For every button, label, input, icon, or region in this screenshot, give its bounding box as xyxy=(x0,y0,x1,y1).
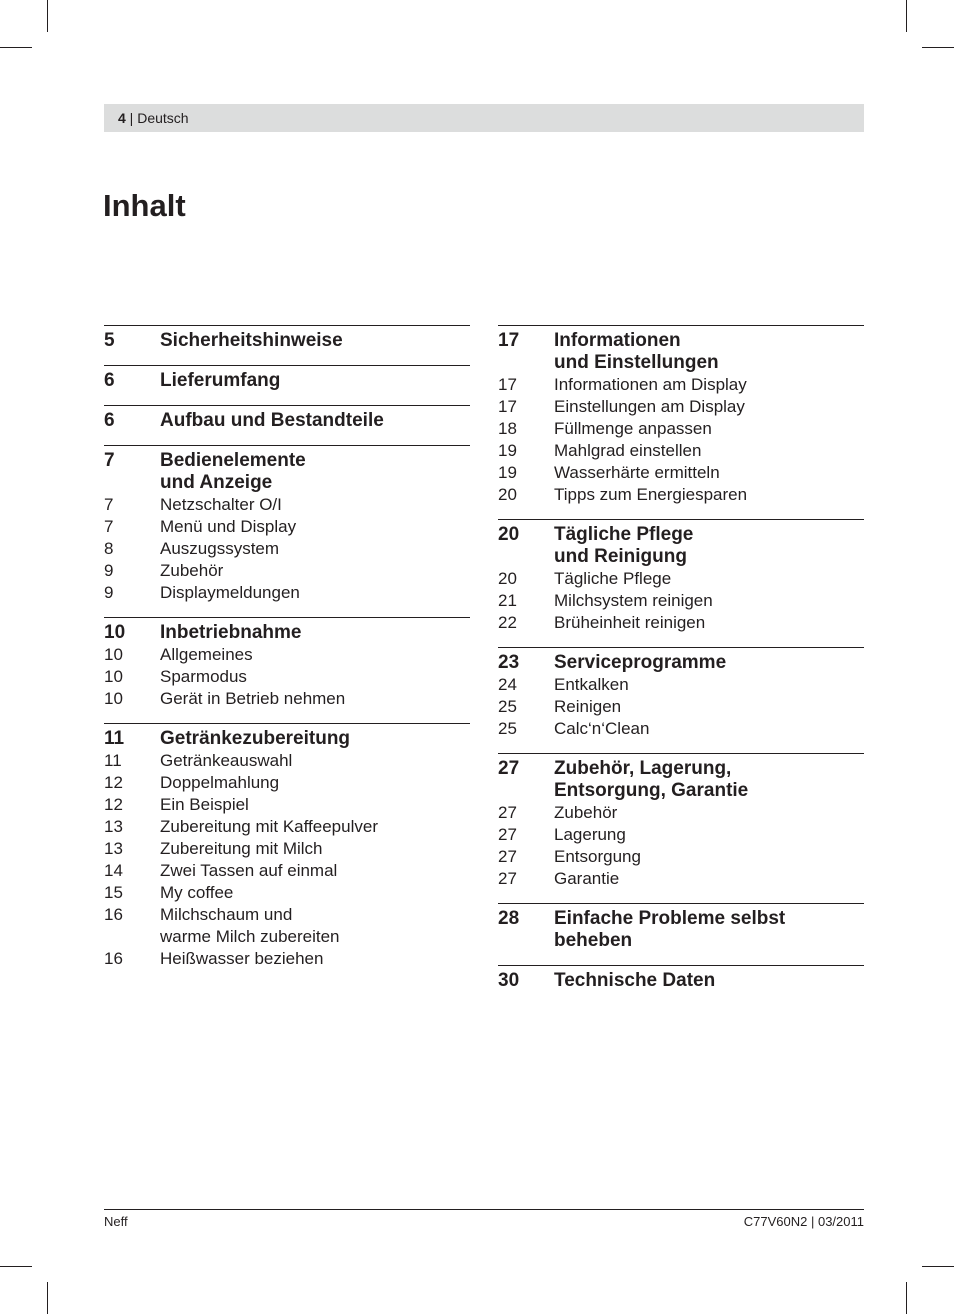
toc-page-number: 8 xyxy=(104,539,114,558)
toc-entry-text: Brüheinheit reinigen xyxy=(554,613,706,632)
toc-page-number: 6 xyxy=(104,370,115,391)
toc-entry-text: Zubereitung mit Kaffeepulver xyxy=(160,817,378,836)
toc-section-title: und Einstellungen xyxy=(554,352,719,373)
toc-page-number: 14 xyxy=(104,861,123,880)
toc-section xyxy=(498,325,864,519)
toc-entry-text: Doppelmahlung xyxy=(160,773,280,792)
toc-entry-text: Getränkeauswahl xyxy=(160,751,293,770)
toc-page-number xyxy=(498,546,554,568)
toc-page-number: 27 xyxy=(498,847,517,866)
toc-entry xyxy=(498,868,864,890)
toc-entry xyxy=(104,772,470,794)
toc-entry xyxy=(104,860,470,882)
toc-page-number: 30 xyxy=(498,970,520,991)
toc-page-number: 27 xyxy=(498,825,517,844)
toc-page-number: 10 xyxy=(104,689,123,708)
toc-section-heading xyxy=(104,728,470,750)
toc-section-title: Technische Daten xyxy=(554,970,716,991)
toc-entry-text: Gerät in Betrieb nehmen xyxy=(160,689,346,708)
toc-section-heading xyxy=(498,330,864,352)
toc-entry xyxy=(498,846,864,868)
toc-section-title: und Anzeige xyxy=(160,472,273,493)
toc-page-number xyxy=(498,352,554,374)
toc-entry xyxy=(498,590,864,612)
toc-section xyxy=(104,617,470,723)
page-header xyxy=(118,104,189,132)
toc-entry xyxy=(104,838,470,860)
toc-page-number xyxy=(498,930,554,952)
toc-page-number: 10 xyxy=(104,667,123,686)
toc-entry xyxy=(104,516,470,538)
toc-entry xyxy=(104,560,470,582)
toc-section-title: Entsorgung, Garantie xyxy=(554,780,749,801)
toc-page-number: 12 xyxy=(104,795,123,814)
toc-entry-text: Entkalken xyxy=(554,675,629,694)
toc-page-number: 20 xyxy=(498,524,520,545)
page-title: Inhalt xyxy=(103,188,186,223)
toc-section-title: und Reinigung xyxy=(554,546,687,567)
toc-page-number: 7 xyxy=(104,450,115,471)
toc-section-heading xyxy=(498,780,864,802)
toc-section-heading xyxy=(498,652,864,674)
crop-mark xyxy=(47,1282,48,1314)
toc-section xyxy=(498,903,864,965)
page-header-bar xyxy=(104,104,864,132)
toc-page-number: 11 xyxy=(104,728,125,749)
toc-entry xyxy=(498,718,864,740)
toc-entry xyxy=(104,644,470,666)
toc-page-number: 16 xyxy=(104,905,123,924)
toc-page-number: 22 xyxy=(498,613,517,632)
toc-page-number: 20 xyxy=(498,569,517,588)
toc-page-number: 24 xyxy=(498,675,517,694)
toc-entry-text: warme Milch zubereiten xyxy=(160,927,340,946)
toc-entry xyxy=(498,802,864,824)
header-separator: | xyxy=(125,110,138,126)
toc-page-number: 28 xyxy=(498,908,520,929)
toc-entry xyxy=(104,882,470,904)
toc-page-number xyxy=(498,780,554,802)
toc-section-heading xyxy=(104,330,470,352)
toc-page-number: 9 xyxy=(104,583,114,602)
toc-page-number xyxy=(104,926,160,948)
toc-section-heading xyxy=(498,758,864,780)
toc-entry-text: Heißwasser beziehen xyxy=(160,949,324,968)
toc-section xyxy=(498,753,864,903)
crop-mark xyxy=(922,47,954,48)
toc-entry-text: Entsorgung xyxy=(554,847,641,866)
toc-section xyxy=(498,965,864,1005)
toc-entry-text: Milchschaum und xyxy=(160,905,293,924)
toc-section-heading xyxy=(104,622,470,644)
toc-section-title: Lieferumfang xyxy=(160,370,281,391)
crop-mark xyxy=(922,1266,954,1267)
toc-section-title: beheben xyxy=(554,930,633,951)
toc-page-number: 12 xyxy=(104,773,123,792)
toc-section-heading xyxy=(104,370,470,392)
toc-entry xyxy=(104,688,470,710)
toc-entry xyxy=(498,440,864,462)
toc-entry xyxy=(104,948,470,970)
toc-entry xyxy=(498,612,864,634)
toc-entry xyxy=(104,816,470,838)
toc-section-heading xyxy=(498,352,864,374)
toc-entry xyxy=(498,418,864,440)
toc-page-number: 7 xyxy=(104,495,114,514)
toc-page-number: 5 xyxy=(104,330,115,351)
toc-entry xyxy=(498,396,864,418)
toc-section-title: Inbetriebnahme xyxy=(160,622,302,643)
toc-section xyxy=(104,365,470,405)
toc-entry-text: Menü und Display xyxy=(160,517,297,536)
toc-column-right xyxy=(498,325,864,1005)
toc-section-heading xyxy=(498,930,864,952)
toc-entry xyxy=(104,582,470,604)
footer-brand: Neff xyxy=(104,1214,128,1229)
toc-column-left xyxy=(104,325,470,983)
footer-model-date: C77V60N2 | 03/2011 xyxy=(743,1214,864,1229)
toc-entry xyxy=(104,538,470,560)
toc-page-number: 17 xyxy=(498,375,517,394)
crop-mark xyxy=(906,1282,907,1314)
toc-entry-text: Einstellungen am Display xyxy=(554,397,745,416)
toc-page-number: 25 xyxy=(498,697,517,716)
toc-entry-text: Wasserhärte ermitteln xyxy=(554,463,720,482)
toc-section-title: Tägliche Pflege xyxy=(554,524,694,545)
toc-section-title: Zubehör, Lagerung, xyxy=(554,758,732,779)
toc-page-number: 23 xyxy=(498,652,520,673)
toc-page-number: 27 xyxy=(498,869,517,888)
toc-entry-text: Calc‘n‘Clean xyxy=(554,719,650,738)
toc-section xyxy=(104,405,470,445)
toc-entry-text: Zubehör xyxy=(554,803,618,822)
toc-entry xyxy=(498,696,864,718)
toc-page-number: 21 xyxy=(498,591,517,610)
toc-page-number: 25 xyxy=(498,719,517,738)
toc-section xyxy=(498,519,864,647)
toc-section-title: Sicherheitshinweise xyxy=(160,330,343,351)
toc-page-number: 11 xyxy=(104,751,122,770)
toc-entry-text: Mahlgrad einstellen xyxy=(554,441,702,460)
page-number: 4 xyxy=(118,110,126,126)
toc-page-number: 17 xyxy=(498,330,520,351)
toc-entry xyxy=(498,824,864,846)
toc-section-title: Serviceprogramme xyxy=(554,652,727,673)
toc-section-heading xyxy=(498,524,864,546)
toc-section-title: Aufbau und Bestandteile xyxy=(160,410,384,431)
toc-entry xyxy=(498,374,864,396)
toc-section-heading xyxy=(498,970,864,992)
crop-mark xyxy=(0,1266,32,1267)
toc-entry xyxy=(104,904,470,926)
toc-page-number: 13 xyxy=(104,817,123,836)
toc-section-title: Getränkezubereitung xyxy=(160,728,351,749)
toc-entry-text: Ein Beispiel xyxy=(160,795,249,814)
toc-section-heading xyxy=(104,410,470,432)
toc-entry-text: Informationen am Display xyxy=(554,375,747,394)
toc-page-number: 10 xyxy=(104,622,126,643)
toc-page-number: 15 xyxy=(104,883,123,902)
toc-section xyxy=(104,723,470,983)
toc-entry-text: Displaymeldungen xyxy=(160,583,300,602)
toc-section-title: Informationen xyxy=(554,330,681,351)
toc-section xyxy=(498,647,864,753)
toc-entry xyxy=(498,484,864,506)
toc-entry xyxy=(104,750,470,772)
toc-page-number: 9 xyxy=(104,561,114,580)
toc-entry-text: Füllmenge anpassen xyxy=(554,419,712,438)
toc-entry xyxy=(498,568,864,590)
toc-page-number: 16 xyxy=(104,949,123,968)
toc-section-title: Einfache Probleme selbst xyxy=(554,908,786,929)
toc-section-heading xyxy=(498,546,864,568)
toc-entry-text: Garantie xyxy=(554,869,620,888)
toc-entry xyxy=(498,674,864,696)
toc-page-number: 19 xyxy=(498,463,517,482)
toc-entry-text: Milchsystem reinigen xyxy=(554,591,713,610)
toc-page-number: 19 xyxy=(498,441,517,460)
toc-section-title: Bedienelemente xyxy=(160,450,306,471)
toc-entry-text: Auszugssystem xyxy=(160,539,280,558)
toc-entry-text: Zwei Tassen auf einmal xyxy=(160,861,338,880)
toc-page-number: 13 xyxy=(104,839,123,858)
crop-mark xyxy=(0,47,32,48)
toc-entry-text: Sparmodus xyxy=(160,667,247,686)
toc-entry-text: Tägliche Pflege xyxy=(554,569,672,588)
toc-entry-text: Netzschalter O/I xyxy=(160,495,282,514)
toc-entry xyxy=(104,666,470,688)
toc-entry xyxy=(498,462,864,484)
toc-entry-text: Lagerung xyxy=(554,825,626,844)
toc-page-number: 6 xyxy=(104,410,115,431)
toc-entry-text: Zubehör xyxy=(160,561,224,580)
toc-page-number: 27 xyxy=(498,803,517,822)
toc-entry xyxy=(104,926,470,948)
toc-page-number: 18 xyxy=(498,419,517,438)
crop-mark xyxy=(47,0,48,32)
crop-mark xyxy=(906,0,907,32)
toc-page-number xyxy=(104,472,160,494)
toc-entry-text: Reinigen xyxy=(554,697,622,716)
toc-section-heading xyxy=(104,472,470,494)
toc-page-number: 27 xyxy=(498,758,520,779)
footer-divider xyxy=(104,1209,864,1210)
toc-entry xyxy=(104,794,470,816)
toc-section-heading xyxy=(498,908,864,930)
toc-page-number: 17 xyxy=(498,397,517,416)
toc-section-heading xyxy=(104,450,470,472)
toc-section xyxy=(104,445,470,617)
toc-entry-text: Allgemeines xyxy=(160,645,253,664)
toc-section xyxy=(104,325,470,365)
toc-entry-text: My coffee xyxy=(160,883,234,902)
toc-entry-text: Tipps zum Energiesparen xyxy=(554,485,748,504)
toc-page-number: 10 xyxy=(104,645,123,664)
toc-entry xyxy=(104,494,470,516)
toc-entry-text: Zubereitung mit Milch xyxy=(160,839,323,858)
header-language: Deutsch xyxy=(137,110,189,126)
toc-page-number: 7 xyxy=(104,517,114,536)
toc-page-number: 20 xyxy=(498,485,517,504)
